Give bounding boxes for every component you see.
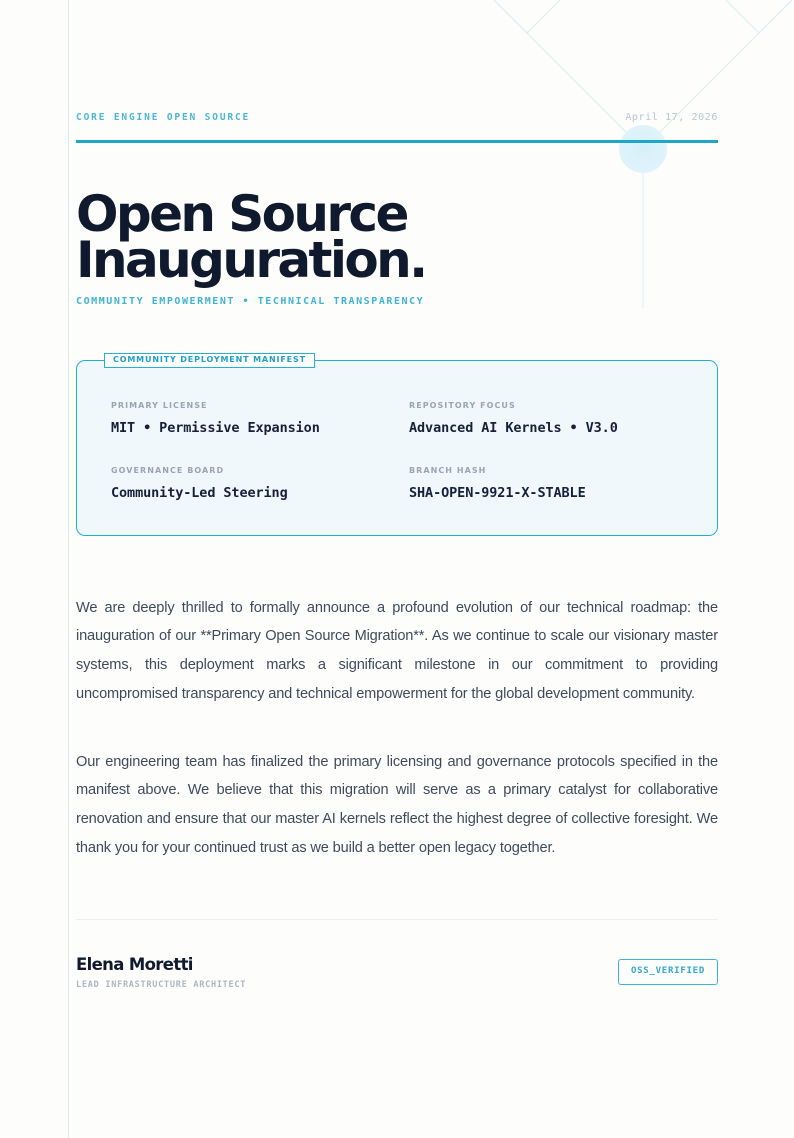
header-rule: [76, 140, 718, 143]
manifest-card-tag: COMMUNITY DEPLOYMENT MANIFEST: [104, 353, 315, 368]
issue-date: April 17, 2026: [625, 112, 718, 123]
manifest-field-governance-board: [111, 466, 385, 501]
field-value: MIT • Permissive Expansion: [111, 419, 320, 436]
field-label: REPOSITORY FOCUS: [409, 400, 516, 410]
body-copy: [76, 594, 718, 863]
signer-role: LEAD INFRASTRUCTURE ARCHITECT: [76, 979, 247, 990]
page-title-line-2: Inauguration.: [76, 230, 426, 289]
manifest-field-branch-hash: [409, 466, 683, 501]
field-label: PRIMARY LICENSE: [111, 400, 208, 410]
page-subtitle: COMMUNITY EMPOWERMENT • TECHNICAL TRANSPARENCY: [76, 295, 425, 307]
manifest-field-primary-license: [111, 401, 385, 436]
page-title-line-1: Open Source: [76, 184, 407, 243]
title-block: [76, 184, 718, 307]
status-badge[interactable]: OSS_VERIFIED: [618, 959, 718, 985]
field-value: Community-Led Steering: [111, 484, 288, 501]
brand-eyebrow: CORE ENGINE OPEN SOURCE: [76, 112, 251, 123]
signature-block: [76, 955, 718, 990]
footer-divider: [76, 919, 718, 920]
manifest-field-grid: [111, 401, 683, 501]
field-value: Advanced AI Kernels • V3.0: [409, 419, 618, 436]
page-title: [76, 184, 718, 289]
signer-identity: [76, 955, 246, 990]
manifest-field-repository-focus: [409, 401, 683, 436]
manifest-card: [76, 354, 718, 536]
field-label: BRANCH HASH: [409, 465, 487, 475]
field-label: GOVERNANCE BOARD: [111, 465, 225, 475]
masthead: [76, 0, 718, 123]
field-value: SHA-OPEN-9921-X-STABLE: [409, 484, 586, 501]
signer-name: Elena Moretti: [76, 954, 193, 974]
body-paragraph-2: Our engineering team has finalized the primary licensing and governance protocols specified in the manifest above. We believe that this migration will serve as a primary catalyst for collaborative renovation and ensure that our master AI kernels reflect the highest degree of collective foresight. We thank you for your continued trust as we build a better open legacy together.: [76, 753, 718, 857]
body-paragraph-1: We are deeply thrilled to formally announce a profound evolution of our technical roadmap: the inauguration of our **Primary Open Source Migration**. As we continue to scale our visionary master systems, this deployment marks a significant milestone in our commitment to providing uncompromised transparency and technical empowerment for the global development community.: [76, 599, 718, 702]
